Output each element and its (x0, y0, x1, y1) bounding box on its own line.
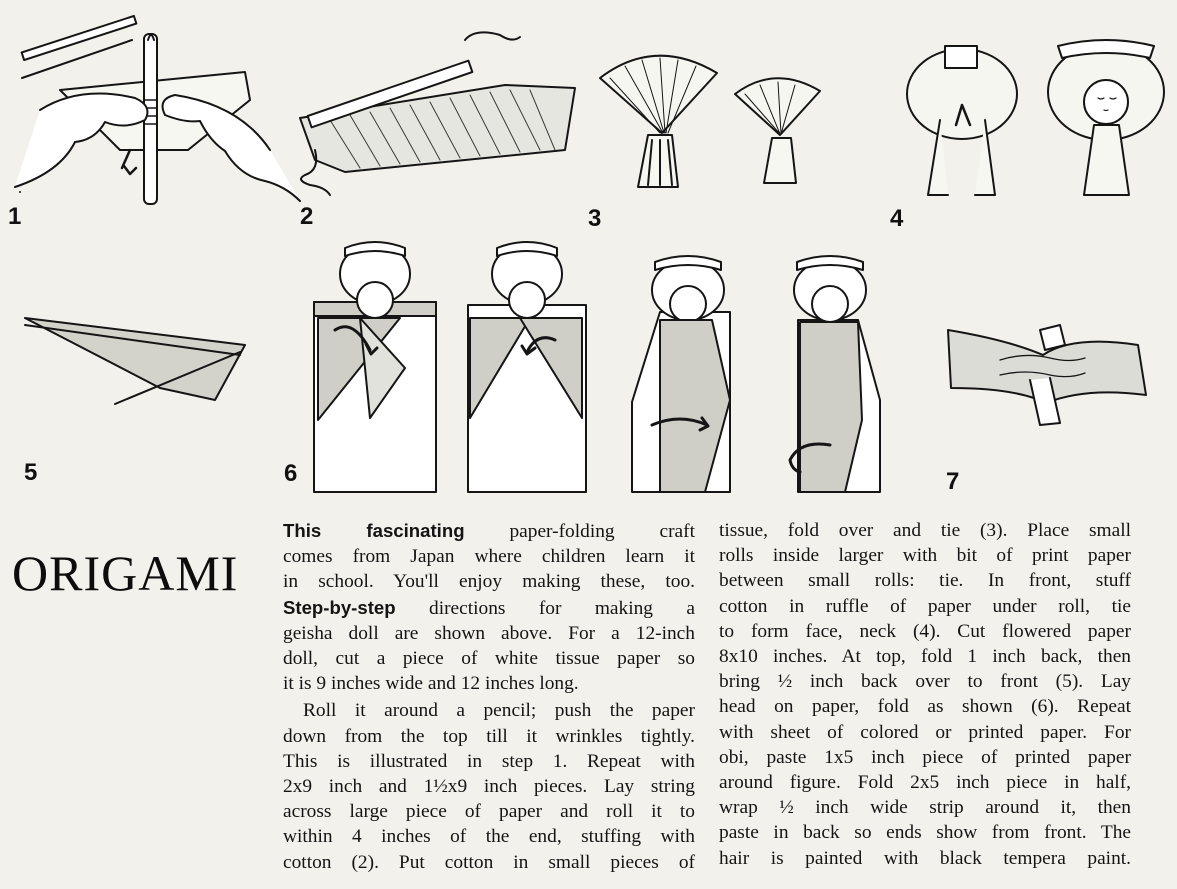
text-column-left (283, 518, 695, 875)
step6-illustration (314, 242, 880, 492)
step-number-3: 3 (588, 205, 602, 232)
lead-in-phrase: This fascinating (283, 520, 465, 541)
step2-illustration (300, 32, 575, 195)
step-number-2: 2 (300, 203, 314, 230)
step1-illustration (15, 16, 300, 204)
step-number-7: 7 (946, 468, 960, 495)
step-by-step-phrase: Step-by-step (283, 596, 396, 618)
instructions-paragraph-1: Roll it around a pencil; push the paper down from the top till it wrinkles tightly. This is illustrated in step 1. Repeat with 2x9 inch and 1½x9 inch pieces. Lay string across large piece of paper and roll it to within 4 inches of the end, stuffing with cotton (2). Put cotton in small pieces of (283, 700, 695, 873)
step-number-6: 6 (284, 460, 298, 487)
step-number-1: 1 (8, 203, 22, 230)
step5-illustration (25, 318, 245, 404)
text-column-right (719, 518, 1131, 871)
step-number-5: 5 (24, 459, 38, 486)
step-number-4: 4 (890, 205, 904, 232)
intro-paragraph: This fascinating paper-folding craft comes from Japan where children learn it in school. You'll enjoy making these, too. Step-by-step directions for making a geisha doll are shown above. For a 12-inch doll, cut a piece of white tissue paper so it is 9 inches wide and 12 inches long. (283, 520, 695, 695)
page-title: ORIGAMI (12, 545, 239, 601)
step4-illustration (907, 40, 1164, 195)
instructions-paragraph-2: tissue, fold over and tie (3). Place small rolls inside larger with bit of print paper between small rolls: tie. In front, stuff cotton in ruffle of paper under roll, tie to form face, neck (4). Cut flowered paper 8x10 inches. At top, fold 1 inch back, then bring ½ inch back over to front (5). Lay head on paper, fold as shown (6). Repeat with sheet of colored or printed paper. For obi, paste 1x5 inch piece of printed paper around figure. Fold 2x5 inch piece in half, wrap ½ inch wide strip around it, then paste in back so ends show from front. The hair is painted with black tempera paint. (719, 520, 1131, 869)
step3-illustration (600, 56, 820, 187)
step7-illustration (948, 325, 1146, 425)
